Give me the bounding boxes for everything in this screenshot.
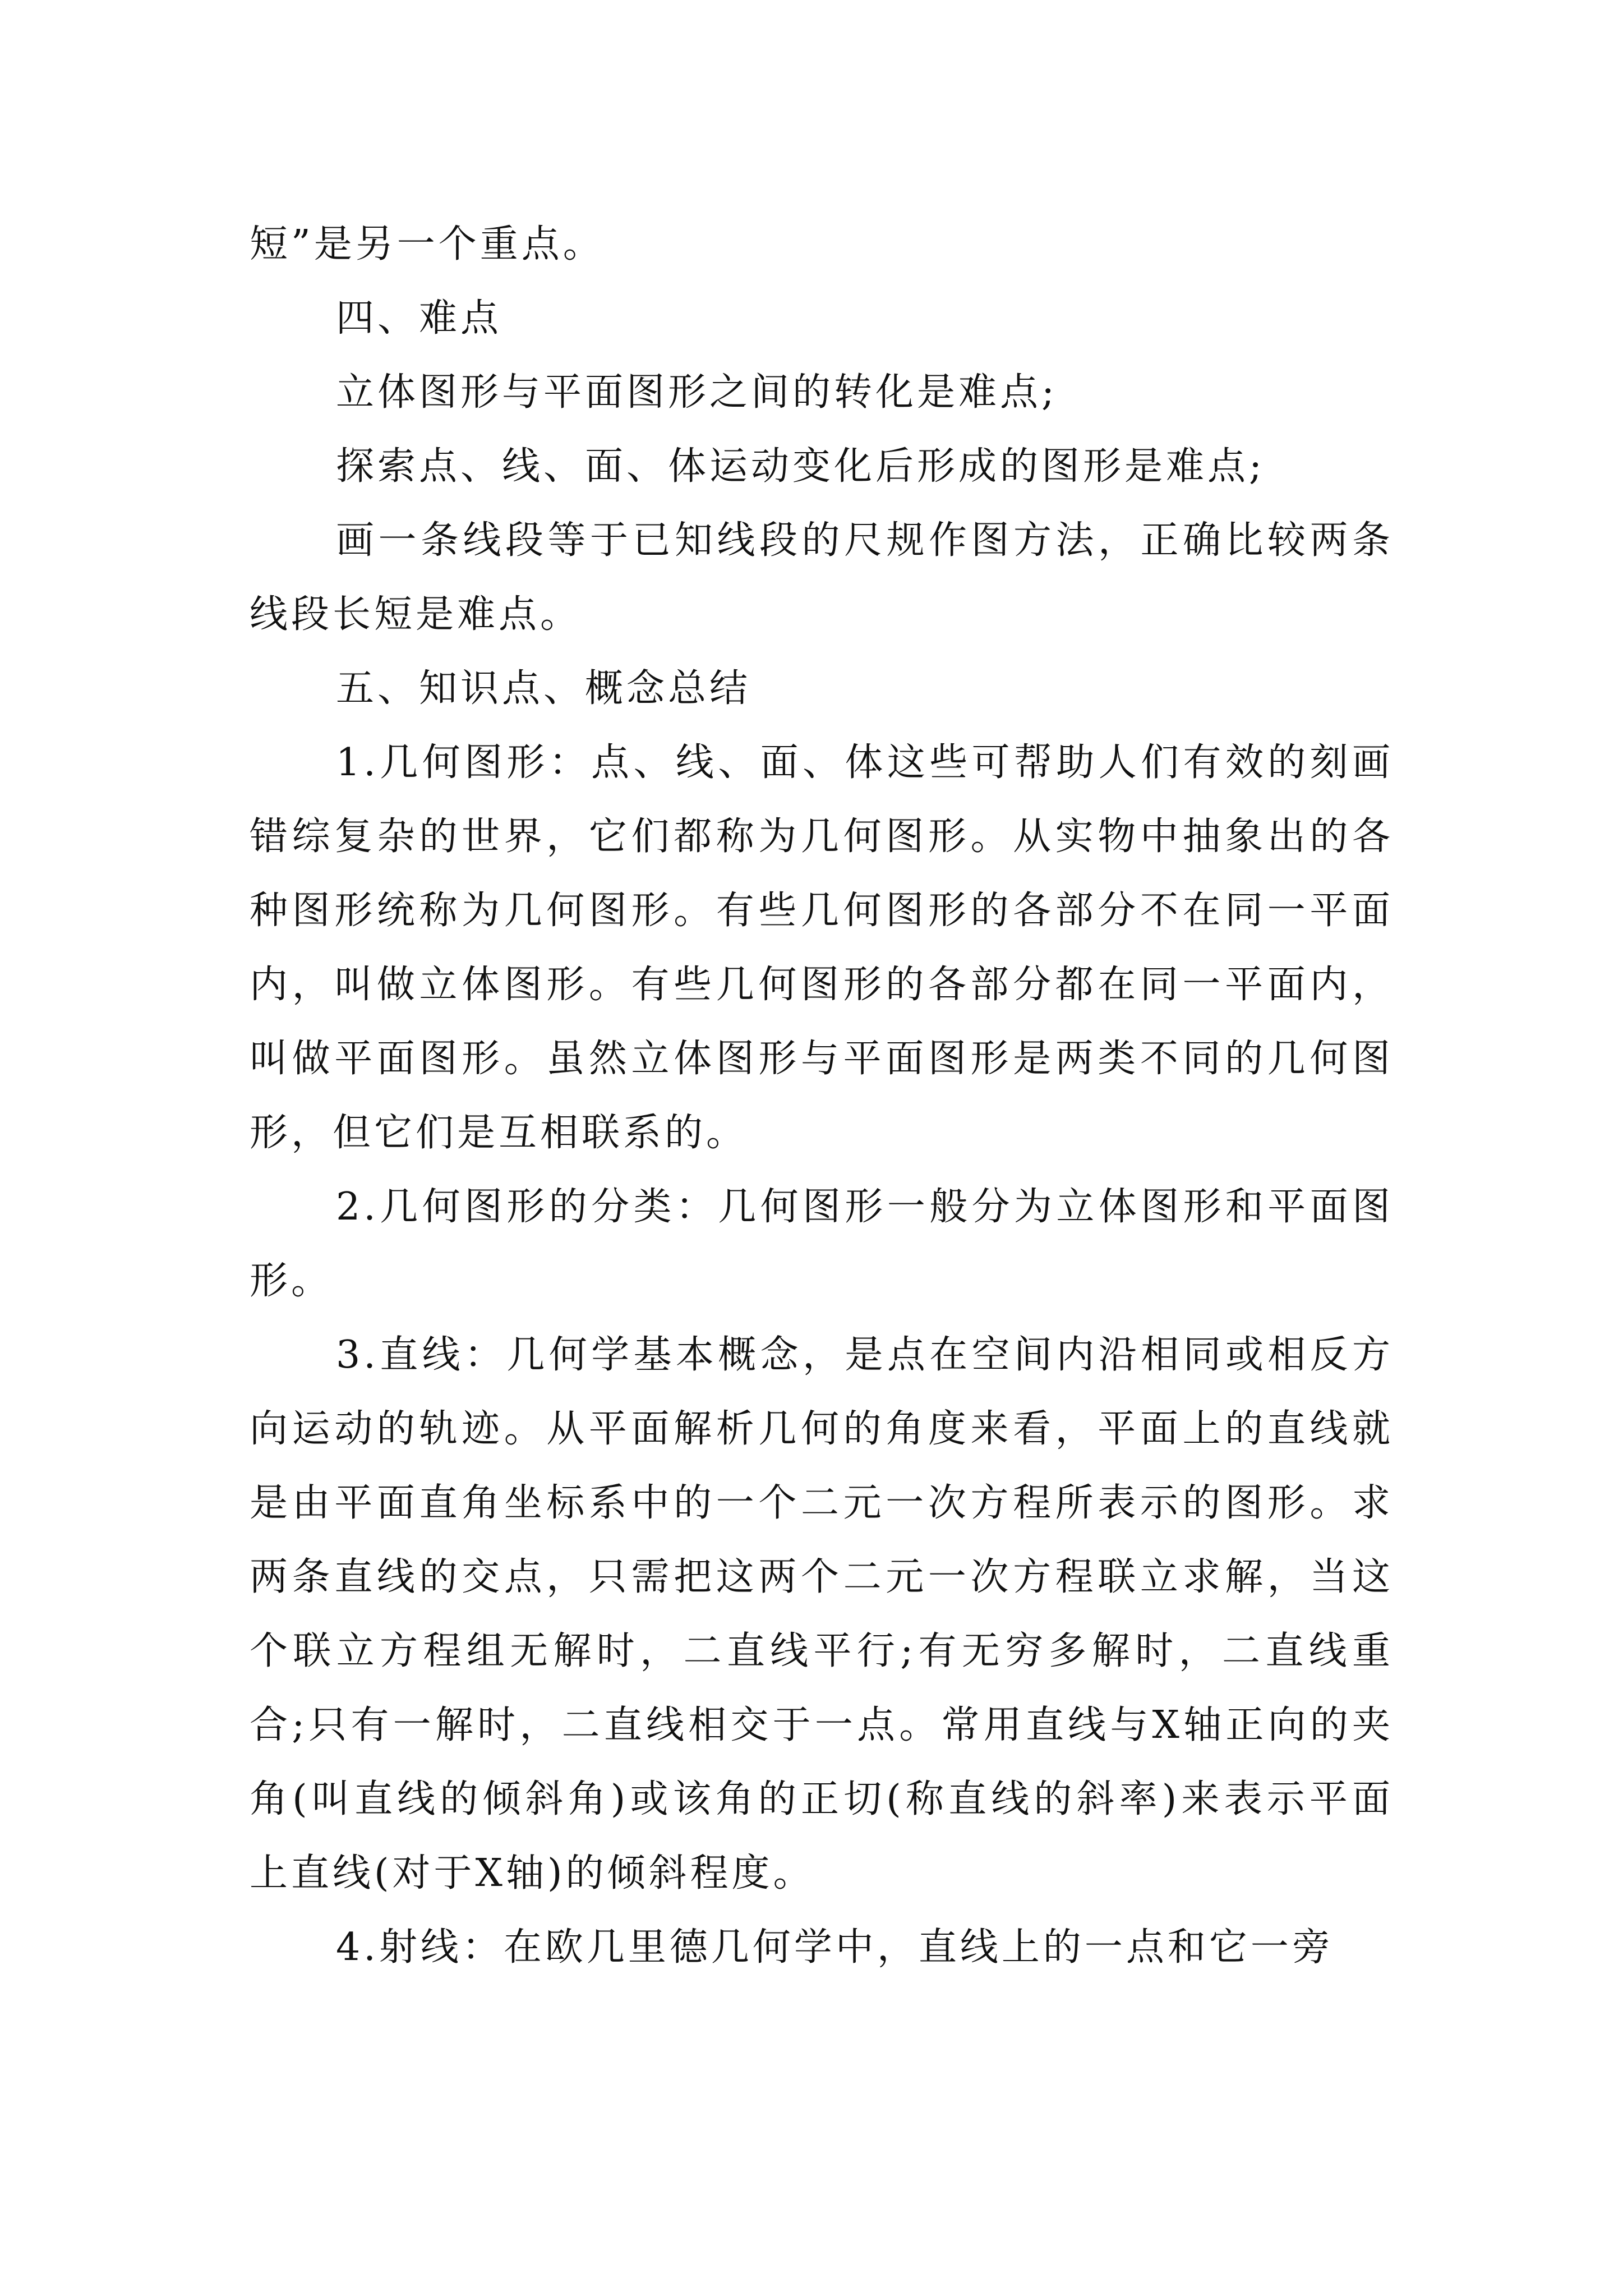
paragraph-figure-classification: 2.几何图形的分类：几何图形一般分为立体图形和平面图形。 [250,1185,1394,1303]
paragraph-continuation: 短”是另一个重点。 [250,222,605,266]
paragraph-difficulty-2: 探索点、线、面、体运动变化后形成的图形是难点; [336,444,1265,489]
paragraph-geometric-figures: 1.几何图形：点、线、面、体这些可帮助人们有效的刻画错综复杂的世界，它们都称为几何图形。从实物中抽象出的各种图形统称为几何图形。有些几何图形的各部分不在同一平面内，叫做立体图形。有些几何图形的各部分都在同一平面内，叫做平面图形。虽然立体图形与平面图形是两类不同的几何图形，但它们是互相联系的。 [250,740,1394,1155]
paragraph-ray: 4.射线：在欧几里德几何学中，直线上的一点和它一旁 [336,1925,1334,1970]
paragraph-difficulty-3: 画一条线段等于已知线段的尺规作图方法，正确比较两条线段长短是难点。 [250,518,1394,637]
document-body [250,208,1394,1985]
section-heading-difficulties: 四、难点 [336,296,502,341]
section-heading-knowledge-summary: 五、知识点、概念总结 [336,666,751,711]
paragraph-straight-line: 3.直线：几何学基本概念，是点在空间内沿相同或相反方向运动的轨迹。从平面解析几何的角度来看，平面上的直线就是由平面直角坐标系中的一个二元一次方程所表示的图形。求两条直线的交点，只需把这两个二元一次方程联立求解，当这个联立方程组无解时，二直线平行;有无穷多解时，二直线重合;只有一解时，二直线相交于一点。常用直线与X轴正向的夹角(叫直线的倾斜角)或该角的正切(称直线的斜率)来表示平面上直线(对于X轴)的倾斜程度。 [250,1333,1394,1895]
paragraph-difficulty-1: 立体图形与平面图形之间的转化是难点; [336,370,1058,415]
